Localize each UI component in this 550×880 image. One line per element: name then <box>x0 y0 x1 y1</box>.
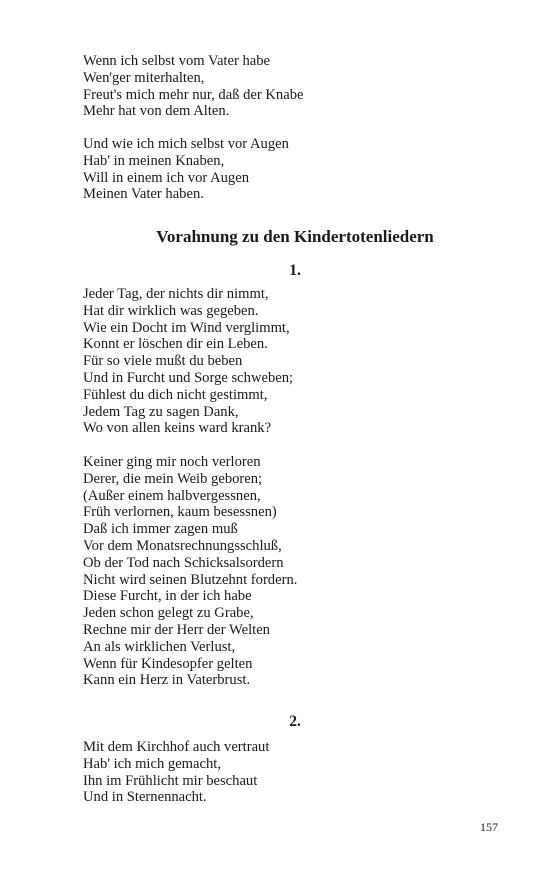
poem-line: Und in Sternennacht. <box>83 789 207 806</box>
poem-line: Für so viele mußt du beben <box>83 353 243 370</box>
poem-line: Hab' ich mich gemacht, <box>83 755 221 772</box>
poem-line: Und wie ich mich selbst vor Augen <box>83 136 289 152</box>
poem-line: Ihn im Frühlicht mir beschaut <box>83 772 258 789</box>
section-2-stanza-a <box>83 739 269 806</box>
poem-line: Jeden schon gelegt zu Grabe, <box>83 605 254 622</box>
poem-line: Kann ein Herz in Vaterbrust. <box>83 672 251 689</box>
poem-line: Vor dem Monatsrechnungsschluß, <box>83 537 282 554</box>
section-number-1: 1. <box>289 262 301 279</box>
poem-line: Rechne mir der Herr der Welten <box>83 621 270 638</box>
poem-line: Mit dem Kirchhof auch vertraut <box>83 739 270 755</box>
stanza-2 <box>83 136 289 203</box>
poem-line: Meinen Vater haben. <box>83 186 204 203</box>
poem-line: Derer, die mein Weib geboren; <box>83 470 263 487</box>
poem-line: An als wirklichen Verlust, <box>83 638 236 655</box>
poem-line: Daß ich immer zagen muß <box>83 521 238 538</box>
poem-line: Mehr hat von dem Alten. <box>83 103 230 120</box>
poem-line: (Außer einem halbvergessnen, <box>83 487 261 504</box>
poem-line: Jeder Tag, der nichts dir nimmt, <box>83 286 269 302</box>
poem-line: Ob der Tod nach Schicksalsordern <box>83 554 284 571</box>
poem-line: Wenn für Kindesopfer gelten <box>83 655 253 672</box>
poem-line: Konnt er löschen dir ein Leben. <box>83 336 268 353</box>
poem-title: Vorahnung zu den Kindertotenliedern <box>156 227 434 246</box>
section-1-stanza-b <box>83 454 297 689</box>
poem-line: Wen'ger miterhalten, <box>83 69 205 86</box>
stanza-1 <box>83 53 303 120</box>
poem-line: Früh verlornen, kaum besessnen) <box>83 504 277 521</box>
poem-line: Hat dir wirklich was gegeben. <box>83 302 259 319</box>
page-number: 157 <box>480 820 498 834</box>
poem-line: Nicht wird seinen Blutzehnt fordern. <box>83 571 298 588</box>
poem-line: Diese Furcht, in der ich habe <box>83 588 252 605</box>
poem-line: Keiner ging mir noch verloren <box>83 454 261 470</box>
poem-line: Jedem Tag zu sagen Dank, <box>83 403 239 420</box>
poem-line: Will in einem ich vor Augen <box>83 169 249 186</box>
poem-line: Und in Furcht und Sorge schweben; <box>83 369 294 386</box>
section-number-2: 2. <box>289 713 301 730</box>
poem-line: Wo von allen keins ward krank? <box>83 420 272 437</box>
poem-line: Wenn ich selbst vom Vater habe <box>83 53 271 69</box>
poem-line: Wie ein Docht im Wind verglimmt, <box>83 319 290 336</box>
poem-line: Fühlest du dich nicht gestimmt, <box>83 386 268 403</box>
section-1-stanza-a <box>83 286 293 437</box>
poem-line: Freut's mich mehr nur, daß der Knabe <box>83 86 304 103</box>
poem-line: Hab' in meinen Knaben, <box>83 152 225 169</box>
